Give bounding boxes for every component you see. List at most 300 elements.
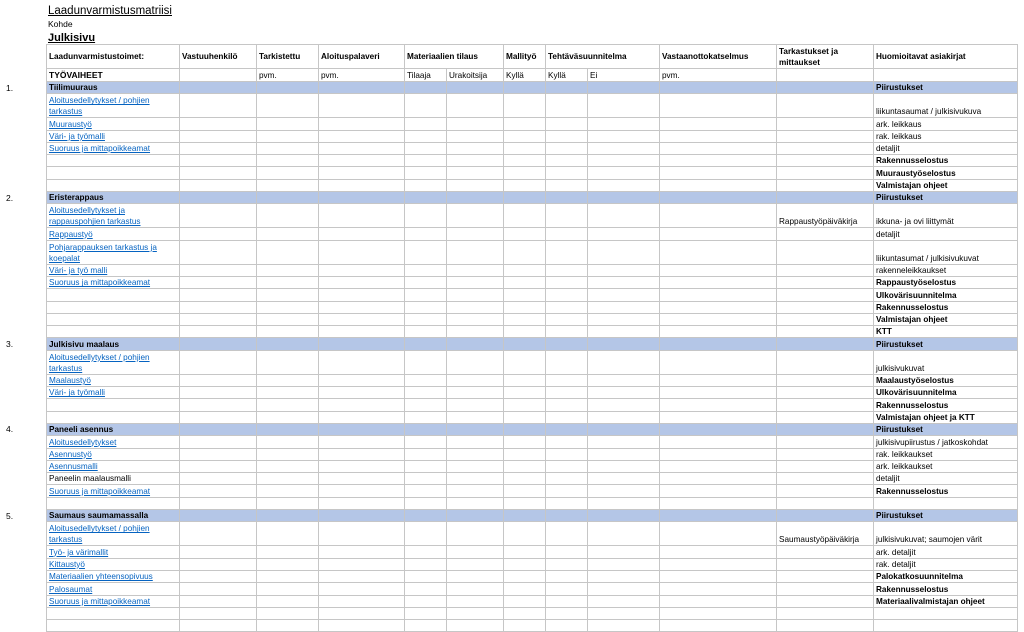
empty-cell[interactable] (588, 374, 660, 386)
task-cell[interactable] (47, 179, 180, 191)
empty-cell[interactable] (319, 301, 405, 313)
empty-cell[interactable] (588, 240, 660, 264)
empty-cell[interactable] (257, 399, 319, 411)
empty-cell[interactable] (319, 436, 405, 448)
empty-cell[interactable] (546, 411, 588, 423)
document-cell[interactable]: Rakennusselostus (874, 301, 1018, 313)
empty-cell[interactable] (319, 289, 405, 301)
task-cell[interactable]: Aloitusedellytykset / pohjien tarkastus (47, 94, 180, 118)
task-cell[interactable] (47, 326, 180, 338)
subheader-cell[interactable]: pvm. (319, 69, 405, 82)
section-title[interactable]: Tiilimuuraus (47, 82, 180, 94)
check-cell[interactable] (777, 595, 874, 607)
empty-cell[interactable] (257, 179, 319, 191)
empty-cell[interactable] (257, 595, 319, 607)
empty-cell[interactable] (257, 326, 319, 338)
task-cell[interactable]: Asennusmalli (47, 460, 180, 472)
header-cell[interactable]: Tarkistettu (257, 45, 319, 69)
empty-cell[interactable] (447, 118, 504, 130)
empty-cell[interactable] (660, 276, 777, 288)
subheader-cell[interactable]: Tilaaja (405, 69, 447, 82)
empty-cell[interactable] (180, 423, 257, 435)
empty-cell[interactable] (180, 497, 257, 509)
empty-cell[interactable] (319, 192, 405, 204)
empty-cell[interactable] (504, 546, 546, 558)
empty-cell[interactable] (405, 142, 447, 154)
empty-cell[interactable] (660, 546, 777, 558)
empty-cell[interactable] (180, 192, 257, 204)
subheader-cell[interactable] (777, 69, 874, 82)
empty-cell[interactable] (257, 155, 319, 167)
empty-cell[interactable] (405, 399, 447, 411)
empty-cell[interactable] (546, 448, 588, 460)
empty-cell[interactable] (405, 522, 447, 546)
empty-cell[interactable] (660, 570, 777, 582)
empty-cell[interactable] (319, 374, 405, 386)
empty-cell[interactable] (319, 387, 405, 399)
empty-cell[interactable] (546, 276, 588, 288)
check-cell[interactable] (777, 583, 874, 595)
empty-cell[interactable] (588, 264, 660, 276)
empty-cell[interactable] (257, 546, 319, 558)
empty-cell[interactable] (180, 607, 257, 619)
section-doc[interactable]: Piirustukset (874, 338, 1018, 350)
empty-cell[interactable] (405, 595, 447, 607)
empty-cell[interactable] (546, 460, 588, 472)
empty-cell[interactable] (257, 167, 319, 179)
empty-cell[interactable] (504, 399, 546, 411)
empty-cell[interactable] (405, 448, 447, 460)
empty-cell[interactable] (546, 155, 588, 167)
empty-cell[interactable] (257, 607, 319, 619)
document-cell[interactable] (874, 497, 1018, 509)
check-cell[interactable] (777, 179, 874, 191)
empty-cell[interactable] (660, 118, 777, 130)
task-cell[interactable]: Materiaalien yhteensopivuus (47, 570, 180, 582)
empty-cell[interactable] (405, 289, 447, 301)
empty-cell[interactable] (180, 583, 257, 595)
empty-cell[interactable] (257, 497, 319, 509)
task-cell[interactable]: Asennustyö (47, 448, 180, 460)
empty-cell[interactable] (447, 338, 504, 350)
check-cell[interactable] (777, 167, 874, 179)
empty-cell[interactable] (405, 607, 447, 619)
empty-cell[interactable] (319, 142, 405, 154)
check-cell[interactable] (777, 301, 874, 313)
empty-cell[interactable] (180, 558, 257, 570)
empty-cell[interactable] (588, 326, 660, 338)
empty-cell[interactable] (405, 192, 447, 204)
empty-cell[interactable] (504, 240, 546, 264)
task-cell[interactable]: Pohjarappauksen tarkastus ja koepalat (47, 240, 180, 264)
empty-cell[interactable] (319, 583, 405, 595)
check-cell[interactable] (777, 94, 874, 118)
empty-cell[interactable] (180, 473, 257, 485)
empty-cell[interactable] (405, 423, 447, 435)
section-title[interactable]: Saumaus saumamassalla (47, 510, 180, 522)
empty-cell[interactable] (504, 460, 546, 472)
empty-cell[interactable] (319, 240, 405, 264)
document-cell[interactable]: Palokatkosuunnitelma (874, 570, 1018, 582)
empty-cell[interactable] (660, 411, 777, 423)
empty-cell[interactable] (447, 546, 504, 558)
empty-cell[interactable] (660, 583, 777, 595)
empty-cell[interactable] (546, 228, 588, 240)
empty-cell[interactable] (660, 448, 777, 460)
document-cell[interactable]: Valmistajan ohjeet (874, 313, 1018, 325)
empty-cell[interactable] (504, 142, 546, 154)
empty-cell[interactable] (504, 570, 546, 582)
task-cell[interactable]: Työ- ja värimallit (47, 546, 180, 558)
check-cell[interactable] (777, 411, 874, 423)
empty-cell[interactable] (319, 350, 405, 374)
empty-cell[interactable] (257, 460, 319, 472)
empty-cell[interactable] (257, 583, 319, 595)
subheader-cell[interactable]: pvm. (257, 69, 319, 82)
empty-cell[interactable] (447, 620, 504, 632)
empty-cell[interactable] (588, 179, 660, 191)
empty-cell[interactable] (447, 399, 504, 411)
empty-cell[interactable] (660, 228, 777, 240)
task-cell[interactable] (47, 607, 180, 619)
check-cell[interactable] (777, 558, 874, 570)
empty-cell[interactable] (546, 436, 588, 448)
empty-cell[interactable] (660, 264, 777, 276)
empty-cell[interactable] (319, 204, 405, 228)
document-cell[interactable]: ikkuna- ja ovi liittymät (874, 204, 1018, 228)
empty-cell[interactable] (180, 228, 257, 240)
empty-cell[interactable] (47, 620, 180, 632)
section-title[interactable]: Paneeli asennus (47, 423, 180, 435)
subheader-cell[interactable]: Kyllä (546, 69, 588, 82)
section-doc[interactable]: Piirustukset (874, 82, 1018, 94)
document-cell[interactable] (874, 607, 1018, 619)
task-cell[interactable]: Kittaustyö (47, 558, 180, 570)
empty-cell[interactable] (660, 497, 777, 509)
header-cell[interactable]: Laadunvarmistustoimet: (47, 45, 180, 69)
header-cell[interactable]: Mallityö (504, 45, 546, 69)
empty-cell[interactable] (588, 142, 660, 154)
empty-cell[interactable] (504, 130, 546, 142)
empty-cell[interactable] (180, 326, 257, 338)
document-cell[interactable]: Rappaustyöselostus (874, 276, 1018, 288)
empty-cell[interactable] (405, 313, 447, 325)
empty-cell[interactable] (660, 350, 777, 374)
empty-cell[interactable] (546, 546, 588, 558)
task-cell[interactable]: Väri- ja työmalli (47, 387, 180, 399)
empty-cell[interactable] (588, 387, 660, 399)
empty-cell[interactable] (257, 338, 319, 350)
empty-cell[interactable] (546, 497, 588, 509)
empty-cell[interactable] (257, 522, 319, 546)
check-cell[interactable] (777, 460, 874, 472)
task-cell[interactable]: Väri- ja työmalli (47, 130, 180, 142)
empty-cell[interactable] (405, 240, 447, 264)
subheader-cell[interactable]: TYÖVAIHEET (47, 69, 180, 82)
check-cell[interactable] (777, 130, 874, 142)
empty-cell[interactable] (546, 301, 588, 313)
empty-cell[interactable] (504, 118, 546, 130)
check-cell[interactable] (777, 570, 874, 582)
empty-cell[interactable] (405, 155, 447, 167)
task-cell[interactable]: Suoruus ja mittapoikkeamat (47, 142, 180, 154)
empty-cell[interactable] (660, 240, 777, 264)
empty-cell[interactable] (504, 522, 546, 546)
empty-cell[interactable] (546, 570, 588, 582)
empty-cell[interactable] (257, 301, 319, 313)
check-cell[interactable] (777, 399, 874, 411)
empty-cell[interactable] (588, 313, 660, 325)
empty-cell[interactable] (447, 485, 504, 497)
task-cell[interactable]: Suoruus ja mittapoikkeamat (47, 595, 180, 607)
task-cell[interactable]: Aloitusedellytykset (47, 436, 180, 448)
empty-cell[interactable] (447, 423, 504, 435)
empty-cell[interactable] (447, 558, 504, 570)
empty-cell[interactable] (447, 411, 504, 423)
empty-cell[interactable] (257, 350, 319, 374)
empty-cell[interactable] (447, 264, 504, 276)
empty-cell[interactable] (588, 130, 660, 142)
empty-cell[interactable] (660, 387, 777, 399)
task-cell[interactable] (47, 289, 180, 301)
empty-cell[interactable] (319, 473, 405, 485)
empty-cell[interactable] (504, 448, 546, 460)
empty-cell[interactable] (447, 570, 504, 582)
empty-cell[interactable] (257, 240, 319, 264)
check-cell[interactable] (777, 473, 874, 485)
task-cell[interactable]: Suoruus ja mittapoikkeamat (47, 485, 180, 497)
empty-cell[interactable] (546, 510, 588, 522)
empty-cell[interactable] (504, 436, 546, 448)
empty-cell[interactable] (546, 374, 588, 386)
document-cell[interactable]: Valmistajan ohjeet ja KTT (874, 411, 1018, 423)
document-cell[interactable]: Muuraustyöselostus (874, 167, 1018, 179)
empty-cell[interactable] (180, 155, 257, 167)
empty-cell[interactable] (447, 350, 504, 374)
empty-cell[interactable] (588, 411, 660, 423)
task-cell[interactable]: Maalaustyö (47, 374, 180, 386)
empty-cell[interactable] (319, 460, 405, 472)
document-cell[interactable]: detaljit (874, 142, 1018, 154)
empty-cell[interactable] (504, 607, 546, 619)
empty-cell[interactable] (447, 179, 504, 191)
empty-cell[interactable] (588, 546, 660, 558)
empty-cell[interactable] (405, 228, 447, 240)
empty-cell[interactable] (447, 473, 504, 485)
empty-cell[interactable] (180, 204, 257, 228)
empty-cell[interactable] (180, 448, 257, 460)
empty-cell[interactable] (180, 546, 257, 558)
check-cell[interactable] (777, 387, 874, 399)
check-cell[interactable] (777, 228, 874, 240)
document-cell[interactable]: rak. leikkaus (874, 130, 1018, 142)
empty-cell[interactable] (660, 620, 777, 632)
empty-cell[interactable] (504, 167, 546, 179)
empty-cell[interactable] (257, 448, 319, 460)
task-cell[interactable] (47, 399, 180, 411)
subheader-cell[interactable]: Ei (588, 69, 660, 82)
empty-cell[interactable] (546, 607, 588, 619)
empty-cell[interactable] (405, 130, 447, 142)
empty-cell[interactable] (504, 228, 546, 240)
empty-cell[interactable] (319, 620, 405, 632)
empty-cell[interactable] (405, 82, 447, 94)
empty-cell[interactable] (504, 276, 546, 288)
empty-cell[interactable] (660, 558, 777, 570)
empty-cell[interactable] (180, 179, 257, 191)
empty-cell[interactable] (405, 460, 447, 472)
empty-cell[interactable] (319, 276, 405, 288)
empty-cell[interactable] (405, 204, 447, 228)
empty-cell[interactable] (588, 473, 660, 485)
check-cell[interactable] (777, 448, 874, 460)
empty-cell[interactable] (546, 192, 588, 204)
empty-cell[interactable] (660, 204, 777, 228)
document-cell[interactable]: liikuntasaumat / julkisivukuva (874, 94, 1018, 118)
subheader-cell[interactable]: pvm. (660, 69, 777, 82)
document-cell[interactable]: Ulkovärisuunnitelma (874, 387, 1018, 399)
empty-cell[interactable] (319, 118, 405, 130)
empty-cell[interactable] (405, 276, 447, 288)
empty-cell[interactable] (180, 436, 257, 448)
section-title[interactable]: Julkisivu maalaus (47, 338, 180, 350)
empty-cell[interactable] (257, 130, 319, 142)
document-cell[interactable]: rak. leikkaukset (874, 448, 1018, 460)
check-cell[interactable]: Rappaustyöpäiväkirja (777, 204, 874, 228)
empty-cell[interactable] (588, 289, 660, 301)
empty-cell[interactable] (660, 94, 777, 118)
header-cell[interactable]: Huomioitavat asiakirjat (874, 45, 1018, 69)
empty-cell[interactable] (319, 485, 405, 497)
empty-cell[interactable] (180, 167, 257, 179)
empty-cell[interactable] (546, 240, 588, 264)
empty-cell[interactable] (504, 473, 546, 485)
task-cell[interactable]: Palosaumat (47, 583, 180, 595)
empty-cell[interactable] (588, 338, 660, 350)
empty-cell[interactable] (546, 94, 588, 118)
task-cell[interactable] (47, 167, 180, 179)
empty-cell[interactable] (405, 570, 447, 582)
check-cell[interactable] (777, 485, 874, 497)
empty-cell[interactable] (319, 338, 405, 350)
empty-cell[interactable] (405, 167, 447, 179)
header-cell[interactable]: Tehtäväsuunnitelma (546, 45, 660, 69)
empty-cell[interactable] (447, 192, 504, 204)
empty-cell[interactable] (504, 179, 546, 191)
empty-cell[interactable] (257, 313, 319, 325)
empty-cell[interactable] (447, 130, 504, 142)
empty-cell[interactable] (319, 570, 405, 582)
check-cell[interactable] (777, 436, 874, 448)
empty-cell[interactable] (405, 510, 447, 522)
empty-cell[interactable] (319, 595, 405, 607)
empty-cell[interactable] (257, 510, 319, 522)
document-cell[interactable]: julkisivupiirustus / jatkoskohdat (874, 436, 1018, 448)
empty-cell[interactable] (660, 326, 777, 338)
task-cell[interactable]: Paneelin maalausmalli (47, 473, 180, 485)
subheader-cell[interactable]: Kyllä (504, 69, 546, 82)
empty-cell[interactable] (447, 289, 504, 301)
subheader-cell[interactable] (874, 69, 1018, 82)
empty-cell[interactable] (447, 497, 504, 509)
subheader-cell[interactable]: Urakoitsija (447, 69, 504, 82)
empty-cell[interactable] (319, 399, 405, 411)
empty-cell[interactable] (660, 485, 777, 497)
empty-cell[interactable] (447, 167, 504, 179)
document-cell[interactable]: Maalaustyöselostus (874, 374, 1018, 386)
check-cell[interactable] (777, 142, 874, 154)
empty-cell[interactable] (447, 313, 504, 325)
empty-cell[interactable] (180, 313, 257, 325)
empty-cell[interactable] (447, 607, 504, 619)
empty-cell[interactable] (546, 167, 588, 179)
task-cell[interactable]: Suoruus ja mittapoikkeamat (47, 276, 180, 288)
document-cell[interactable]: julkisivukuvat (874, 350, 1018, 374)
document-cell[interactable]: Valmistajan ohjeet (874, 179, 1018, 191)
empty-cell[interactable] (504, 82, 546, 94)
document-cell[interactable]: Rakennusselostus (874, 485, 1018, 497)
empty-cell[interactable] (504, 313, 546, 325)
empty-cell[interactable] (405, 326, 447, 338)
empty-cell[interactable] (588, 620, 660, 632)
empty-cell[interactable] (180, 276, 257, 288)
check-cell[interactable] (777, 546, 874, 558)
empty-cell[interactable] (257, 276, 319, 288)
empty-cell[interactable] (546, 130, 588, 142)
empty-cell[interactable] (504, 387, 546, 399)
empty-cell[interactable] (319, 179, 405, 191)
empty-cell[interactable] (660, 179, 777, 191)
empty-cell[interactable] (447, 326, 504, 338)
empty-cell[interactable] (546, 473, 588, 485)
check-cell[interactable] (777, 313, 874, 325)
empty-cell[interactable] (588, 485, 660, 497)
empty-cell[interactable] (660, 436, 777, 448)
empty-cell[interactable] (588, 460, 660, 472)
empty-cell[interactable] (546, 326, 588, 338)
subheader-cell[interactable] (180, 69, 257, 82)
empty-cell[interactable] (319, 326, 405, 338)
empty-cell[interactable] (257, 423, 319, 435)
empty-cell[interactable] (447, 228, 504, 240)
check-cell[interactable] (777, 155, 874, 167)
empty-cell[interactable] (874, 620, 1018, 632)
empty-cell[interactable] (660, 522, 777, 546)
empty-cell[interactable] (180, 264, 257, 276)
empty-cell[interactable] (588, 570, 660, 582)
empty-cell[interactable] (660, 155, 777, 167)
empty-cell[interactable] (447, 301, 504, 313)
task-cell[interactable] (47, 411, 180, 423)
check-cell[interactable]: Saumaustyöpäiväkirja (777, 522, 874, 546)
empty-cell[interactable] (257, 558, 319, 570)
check-cell[interactable] (777, 118, 874, 130)
empty-cell[interactable] (405, 338, 447, 350)
empty-cell[interactable] (660, 423, 777, 435)
empty-cell[interactable] (660, 301, 777, 313)
empty-cell[interactable] (504, 155, 546, 167)
empty-cell[interactable] (546, 620, 588, 632)
empty-cell[interactable] (504, 289, 546, 301)
empty-cell[interactable] (447, 94, 504, 118)
empty-cell[interactable] (660, 510, 777, 522)
empty-cell[interactable] (180, 142, 257, 154)
section-doc[interactable]: Piirustukset (874, 423, 1018, 435)
empty-cell[interactable] (777, 192, 874, 204)
document-cell[interactable]: ark. leikkaus (874, 118, 1018, 130)
empty-cell[interactable] (319, 264, 405, 276)
empty-cell[interactable] (660, 142, 777, 154)
